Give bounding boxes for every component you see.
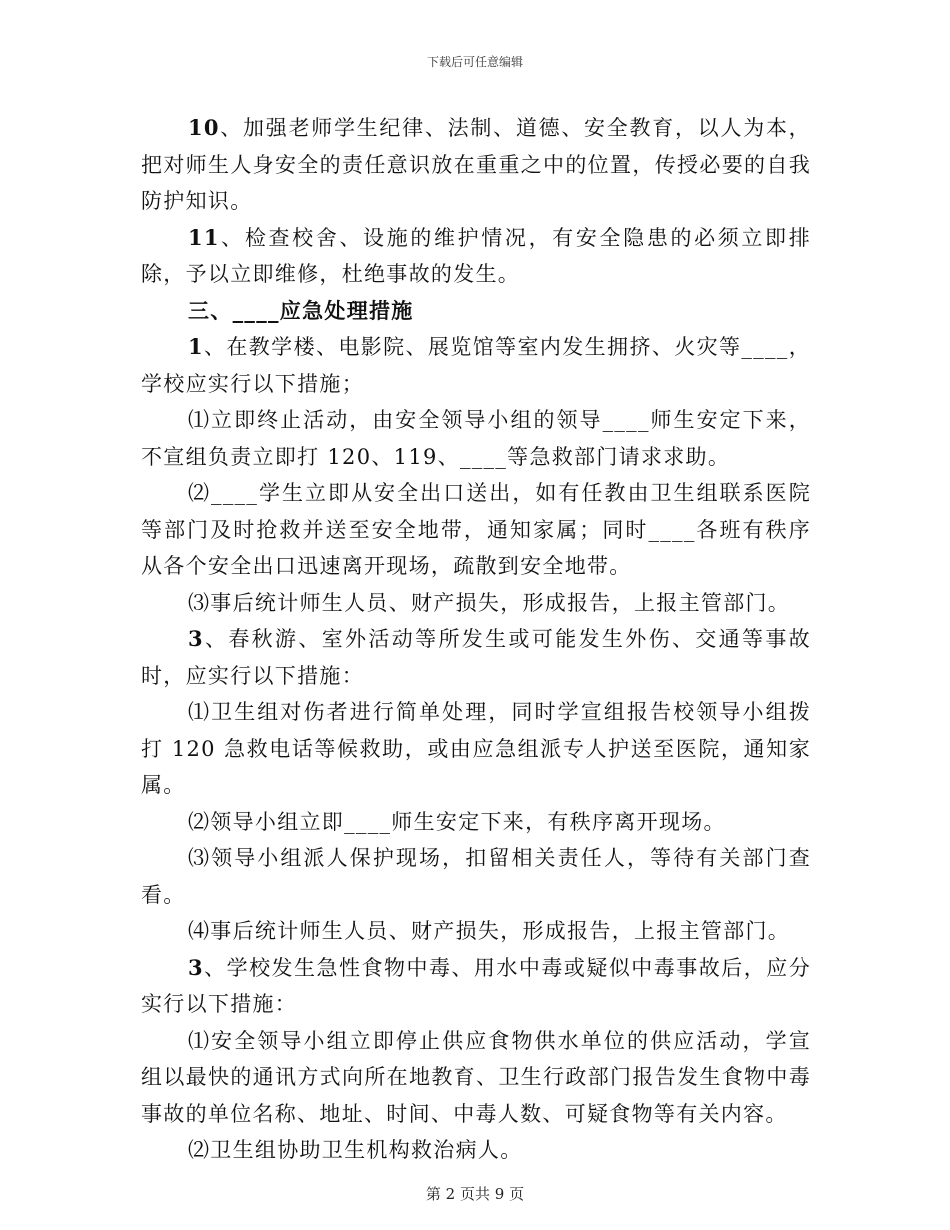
item-number: 3 [188, 954, 204, 980]
paragraph: ⑵领导小组立即____师生安定下来，有秩序离开现场。 [188, 809, 726, 834]
paragraph [141, 110, 811, 220]
paragraph-text: 、检查校舍、设施的维护情况，有安全隐患的必须立即排除，予以立即维修，杜绝事故的发生。 [141, 225, 811, 286]
document-body [141, 110, 811, 1169]
item-number: 11 [188, 224, 220, 250]
paragraph [141, 329, 811, 402]
item-number: 10 [188, 115, 220, 140]
paragraph: ⑷事后统计师生人员、财产损失，形成报告，上报主管部门。 [188, 919, 791, 943]
paragraph: ⑵____学生立即从安全出口送出，如有任教由卫生组联系医院等部门及时抢救并送至安全地带，通知家属；同时____各班有秩序从各个安全出口迅速离开现场，疏散到安全地带。 [141, 481, 811, 578]
page-footer: 第 2 页共 9 页 [425, 1185, 525, 1203]
paragraph: ⑴卫生组对伤者进行简单处理，同时学宣组报告校领导小组拨打 120 急救电话等候救助，或由应急组派专人护送至医院，通知家属。 [141, 700, 811, 797]
paragraph-text: 、加强老师学生纪律、法制、道德、安全教育，以人为本，把对师生人身安全的责任意识放在重重之中的位置，传授必要的自我防护知识。 [141, 116, 811, 213]
paragraph: ⑶领导小组派人保护现场，扣留相关责任人，等待有关部门查看。 [141, 846, 811, 907]
paragraph [141, 220, 811, 293]
paragraph [141, 621, 811, 694]
paragraph: ⑴立即终止活动，由安全领导小组的领导____师生安定下来，不宣组负责立即打 120、119、____等急救部门请求求助。 [141, 408, 811, 469]
paragraph-text: 、春秋游、室外活动等所发生或可能发生外伤、交通等事故时，应实行以下措施： [141, 627, 811, 688]
paragraph-text: 、学校发生急性食物中毒、用水中毒或疑似中毒事故后，应分实行以下措施： [141, 955, 811, 1016]
item-number: 3 [188, 626, 204, 651]
paragraph [141, 950, 811, 1023]
paragraph: ⑶事后统计师生人员、财产损失，形成报告，上报主管部门。 [188, 590, 791, 615]
paragraph: ⑵卫生组协助卫生机构救治病人。 [188, 1138, 523, 1162]
paragraph-text: 、在教学楼、电影院、展览馆等室内发生拥挤、火灾等____，学校应实行以下措施； [141, 335, 811, 396]
paragraph: ⑴安全领导小组立即停止供应食物供水单位的供应活动，学宣组以最快的通讯方式向所在地教育、卫生行政部门报告发生食物中毒事故的单位名称、地址、时间、中毒人数、可疑食物等有关内容。 [141, 1028, 811, 1126]
section-heading: 三、____应急处理措施 [188, 297, 414, 323]
page-header: 下载后可任意编辑 [426, 55, 523, 69]
item-number: 1 [188, 334, 204, 359]
